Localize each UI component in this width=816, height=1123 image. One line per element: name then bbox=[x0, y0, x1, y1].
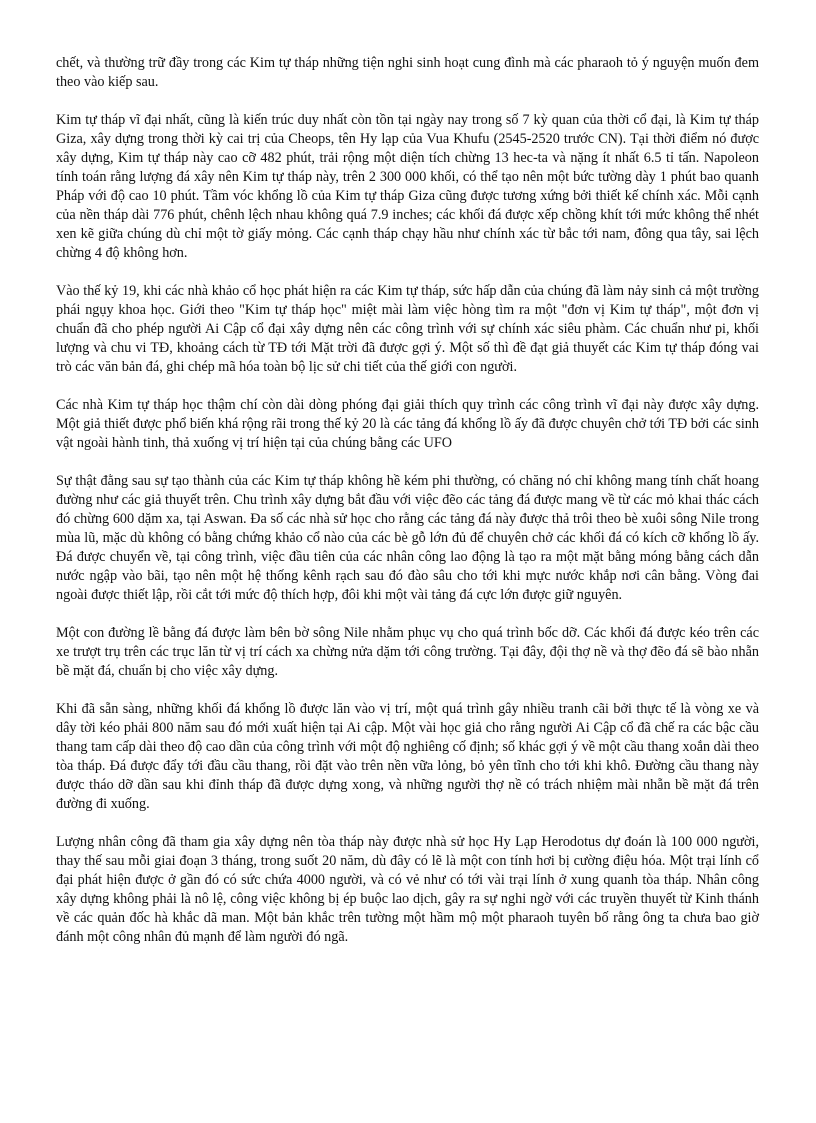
paragraph-6: Một con đường lề bằng đá được làm bên bờ sông Nile nhằm phục vụ cho quá trình bốc dỡ. Các khối đá được kéo trên các xe trượt trụ trên các trục lăn từ vị trí cách xa chừng nửa dặm tới công trường. Tại đây, đội thợ nề và thợ đẽo đá sẽ bào nhẵn bề mặt đá, chuẩn bị cho việc xây dựng. bbox=[56, 625, 759, 679]
paragraph-4: Các nhà Kim tự tháp học thậm chí còn dài dòng phóng đại giải thích quy trình các công trình vĩ đại này được xây dựng. Một giả thiết được phổ biến khá rộng rãi trong thế kỷ 20 là các tảng đá khổng lồ ấy đã được chuyên chở tới TĐ bởi các sinh vật ngoài hành tinh, thả xuống vị trí hiện tại của chúng bằng các UFO bbox=[56, 397, 759, 451]
paragraph-8: Lượng nhân công đã tham gia xây dựng nên tòa tháp này được nhà sử học Hy Lạp Herodotus dự đoán là 100 000 người, thay thế sau mỗi giai đoạn 3 tháng, trong suốt 20 năm, dù đây có lẽ là một con tính hơi bị cường điệu hóa. Một trại lính cổ đại phát hiện được ở gần đó có sức chứa 4000 người, và có vẻ như có tới vài trại lính ở xung quanh tòa tháp. Nhân công xây dựng không phải là nô lệ, công việc không bị ép buộc lao dịch, gây ra sự nghi ngờ với các truyền thuyết từ Kinh thánh về các quản đốc hà khắc dã man. Một bản khắc trên tường một hầm mộ một pharaoh tuyên bố rằng ông ta chưa bao giờ đánh một công nhân đủ mạnh để làm người đó ngã. bbox=[56, 834, 759, 945]
paragraph-2: Kim tự tháp vĩ đại nhất, cũng là kiến trúc duy nhất còn tồn tại ngày nay trong số 7 kỳ quan của thời cổ đại, là Kim tự tháp Giza, xây dựng trong thời kỳ cai trị của Cheops, tên Hy lạp của Vua Khufu (2545-2520 trước CN). Tại thời điểm nó được xây dựng, Kim tự tháp này cao cỡ 482 phút, trải rộng một diện tích chừng 13 hec-ta và nặng ít nhất 6.5 tỉ tấn. Napoleon tính toán rằng lượng đá xây nên Kim tự tháp này, trên 2 300 000 khối, có thể tạo nên một bức tường dày 1 phút bao quanh Pháp với độ cao 10 phút. Tầm vóc khổng lồ của Kim tự tháp Giza cũng được tương xứng bởi thiết kế chính xác. Mỗi cạnh của nền tháp dài 776 phút, chênh lệch nhau không quá 7.9 inches; các khối đá được xếp chồng khít tới mức không thể nhét xen kẽ giữa chúng dù chỉ một tờ giấy mỏng. Các cạnh tháp chạy hầu như chính xác từ bắc tới nam, đông qua tây, sai lệch chừng 4 độ không hơn. bbox=[56, 112, 759, 261]
document-page bbox=[56, 54, 759, 966]
paragraph-5: Sự thật đằng sau sự tạo thành của các Kim tự tháp không hề kém phi thường, có chăng nó chỉ không mang tính chất hoang đường như các giả thuyết trên. Chu trình xây dựng bắt đầu với việc đẽo các tảng đá được mang về từ các mỏ khai thác cách đó chừng 600 dặm xa, tại Aswan. Đa số các nhà sử học cho rằng các tảng đá này được thả trôi theo bè xuôi sông Nile trong mùa lũ, mặc dù không có bằng chứng khảo cổ nào của các bè gỗ lớn đủ để chuyên chở các khối đá có kích cỡ khổng lồ ấy. Đá được chuyển về, tại công trình, việc đầu tiên của các nhân công lao động là tạo ra một mặt bằng móng bằng cách dẫn nước ngập vào bãi, tạo nên một hệ thống kênh rạch sau đó đào sâu cho tới khi mực nước khắp nơi cân bằng. Vòng đai ngoài được thiết lập, rồi cắt tới mức độ thích hợp, đôi khi một vài tảng đá cực lớn được giữ nguyên. bbox=[56, 473, 759, 603]
paragraph-1: chết, và thường trữ đầy trong các Kim tự tháp những tiện nghi sinh hoạt cung đình mà các pharaoh tỏ ý nguyện muốn đem theo vào kiếp sau. bbox=[56, 55, 759, 90]
paragraph-3: Vào thế kỷ 19, khi các nhà khảo cổ học phát hiện ra các Kim tự tháp, sức hấp dẫn của chúng đã làm nảy sinh cả một trường phái ngụy khoa học. Giới theo "Kim tự tháp học" miệt mài làm việc hòng tìm ra một "đơn vị Kim tự tháp", một đơn vị chuẩn đã cho phép người Ai Cập cổ đại xây dựng nên các công trình với sự chính xác siêu phàm. Các chuẩn như pi, khối lượng và chu vi TĐ, khoảng cách từ TĐ tới Mặt trời đã được gợi ý. Một số thì đề đạt giả thuyết các Kim tự tháp đóng vai trò các văn bản đá, ghi chép mã hóa toàn bộ lịc sử chi tiết của thế giới con người. bbox=[56, 283, 759, 375]
paragraph-7: Khi đã sẵn sàng, những khối đá khổng lồ được lăn vào vị trí, một quá trình gây nhiều tranh cãi bởi thực tế là vòng xe và dây tời kéo phải 800 năm sau đó mới xuất hiện tại Ai cập. Một vài học giả cho rằng người Ai Cập cổ đã chế ra các bậc cầu thang tam cấp dài theo độ cao dần của công trình với một độ nghiêng cố định; số khác gợi ý về một cầu thang xoắn dài theo tòa tháp. Đá được đẩy tới đầu cầu thang, rồi đặt vào trên nền vữa lỏng, bỏ yên tĩnh cho tới khi khô. Đường cầu thang này được tháo dỡ dần sau khi đỉnh tháp đã được dựng xong, và những người thợ nề có trách nhiệm mài nhẵn bề mặt đá trên đường đi xuống. bbox=[56, 701, 759, 812]
